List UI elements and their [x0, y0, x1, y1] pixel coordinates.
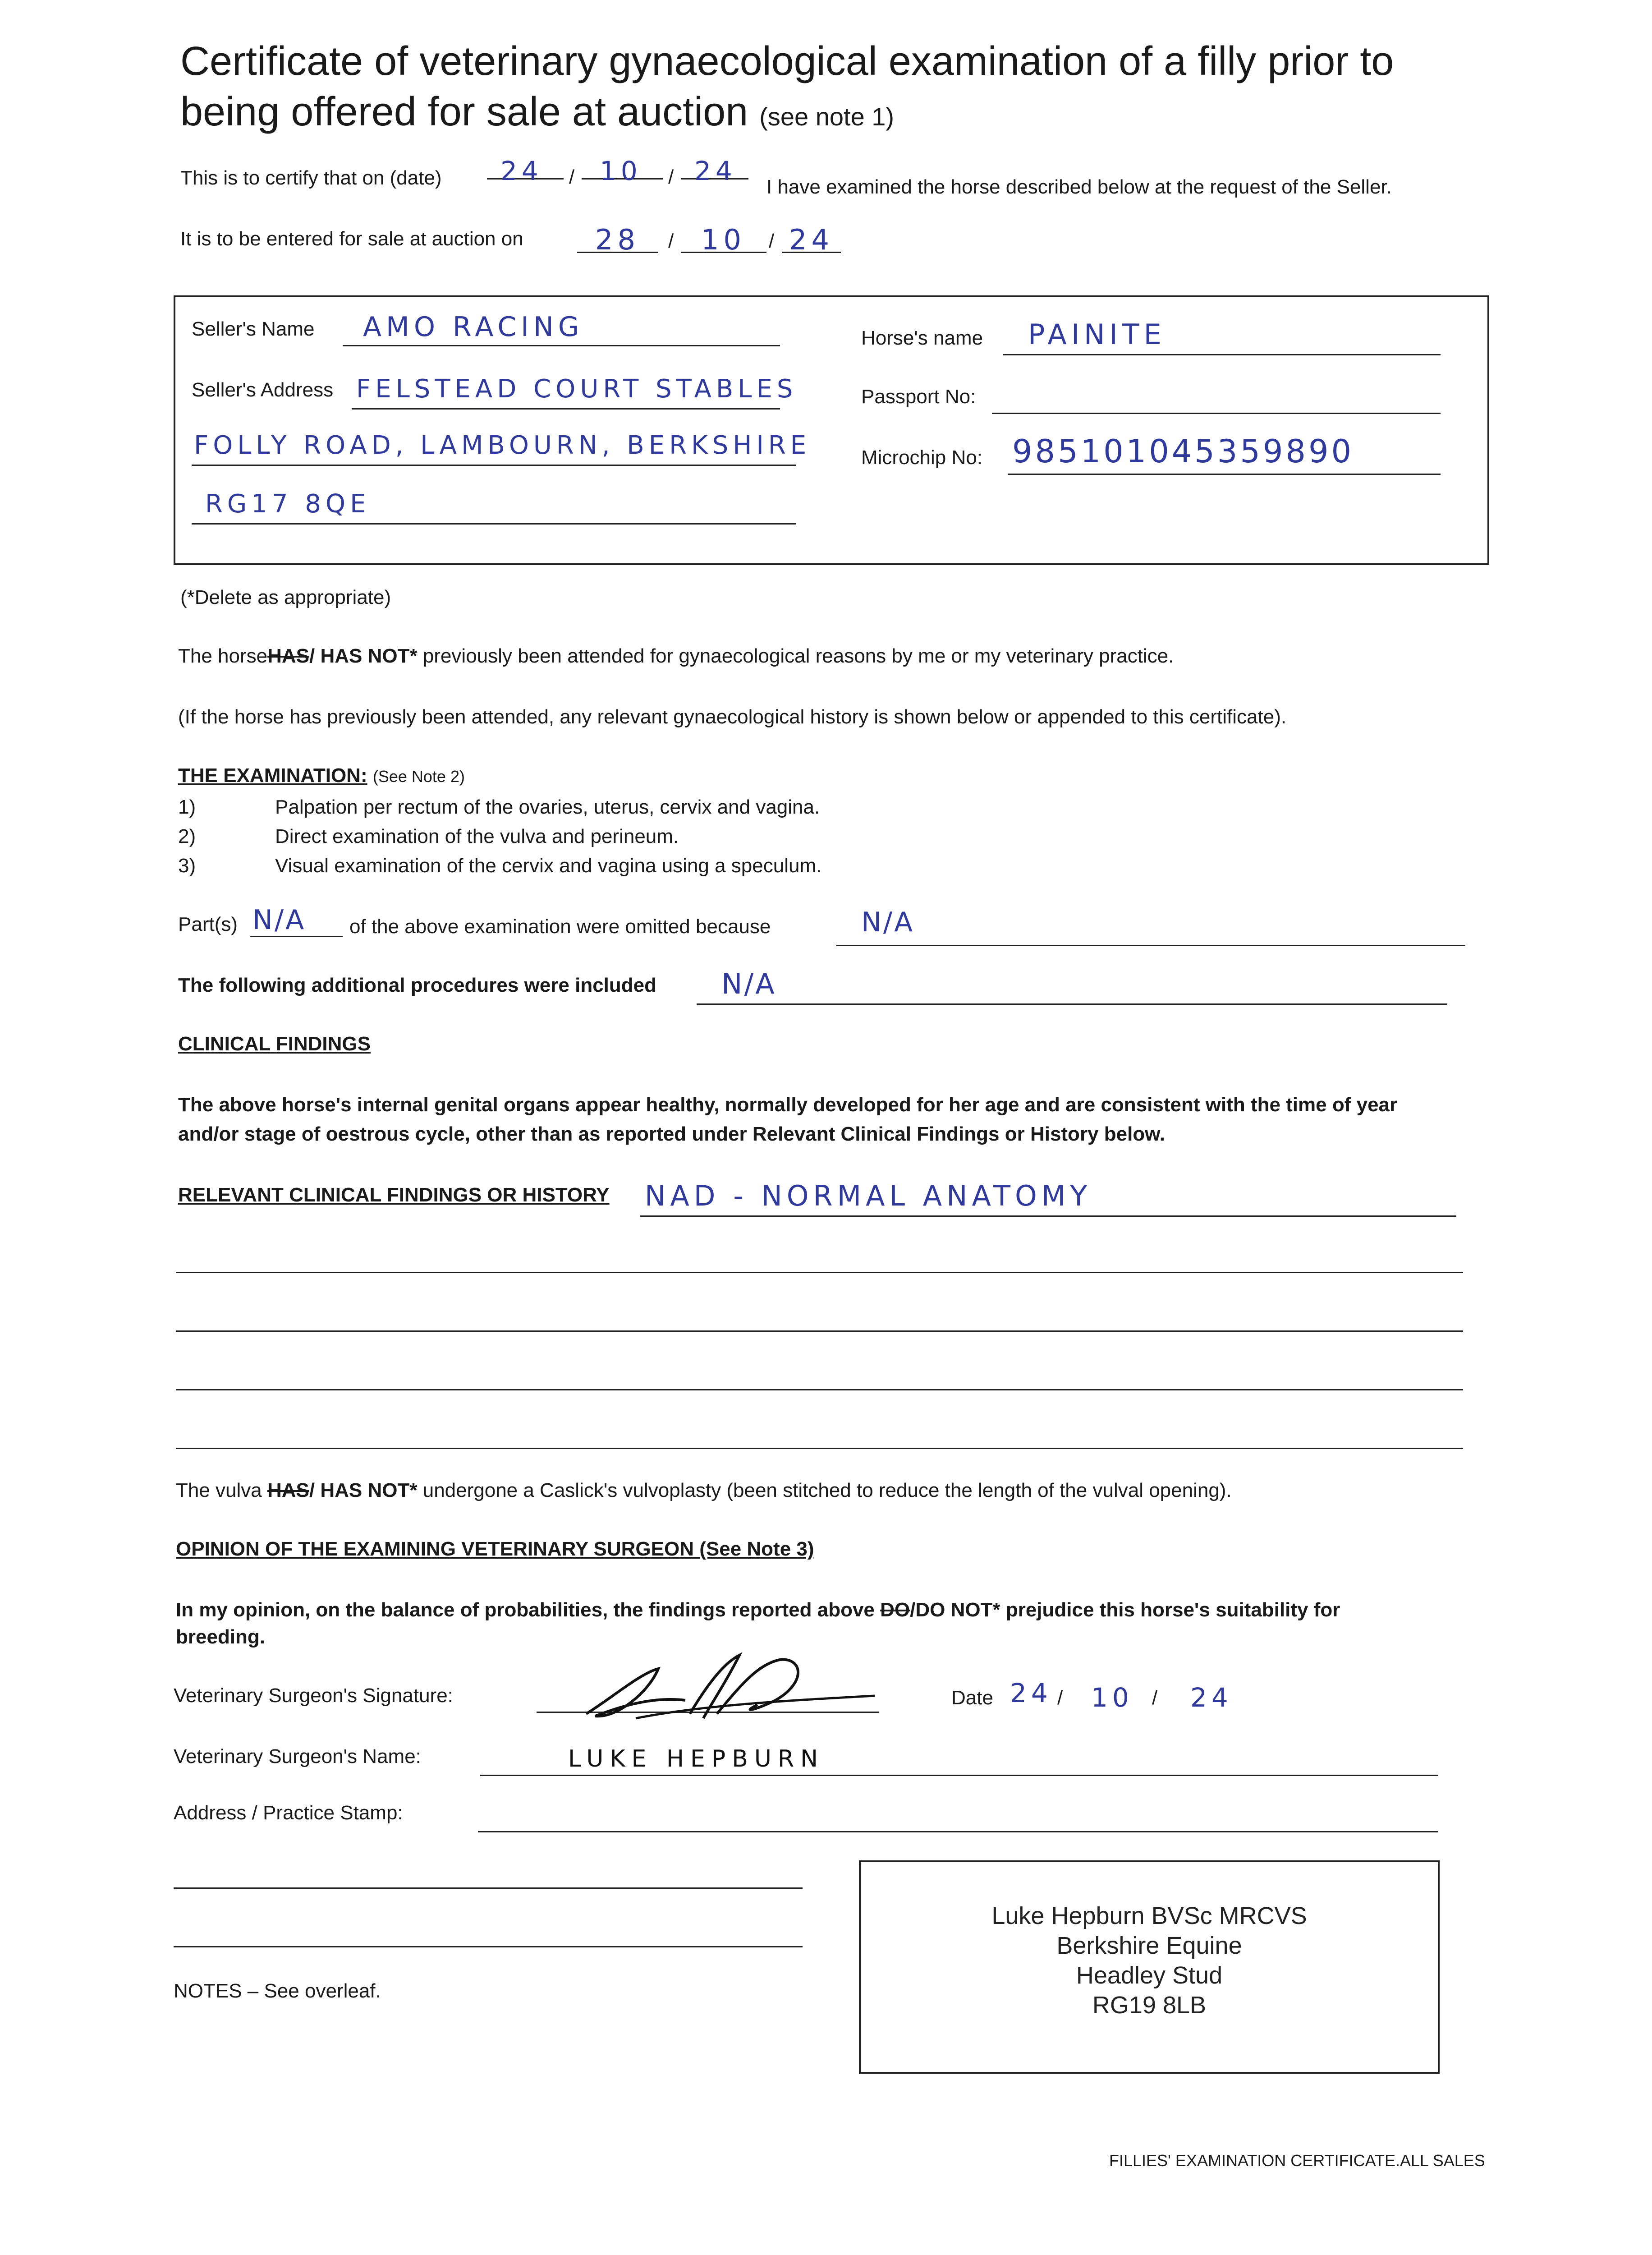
practice-address-line-3: [174, 1946, 803, 1947]
surgeon-name[interactable]: LUKE HEPBURN: [568, 1745, 825, 1772]
relevant-findings-line-3: [176, 1330, 1463, 1332]
certify-year[interactable]: 24: [694, 156, 737, 186]
surgeon-date-day[interactable]: 24: [1010, 1678, 1052, 1708]
horse-name-line: [1003, 354, 1441, 355]
additional-label: The following additional procedures were included: [178, 974, 657, 996]
practice-address-line-2: [174, 1887, 803, 1889]
relevant-findings-line-1: [640, 1215, 1456, 1217]
auction-month[interactable]: 10: [701, 223, 746, 256]
surgeon-name-label: Veterinary Surgeon's Name:: [174, 1745, 421, 1767]
seller-address-2[interactable]: FOLLY ROAD, LAMBOURN, BERKSHIRE: [194, 431, 811, 460]
page-title: [180, 36, 1394, 142]
passport-line: [992, 413, 1441, 414]
exam-item-1-num: 1): [178, 796, 196, 818]
opinion-heading: OPINION OF THE EXAMINING VETERINARY SURGEON (See Note 3): [176, 1538, 814, 1560]
relevant-findings-line-5: [176, 1448, 1463, 1449]
practice-address-line-1: [478, 1831, 1438, 1832]
vulva-has: HAS: [267, 1479, 309, 1501]
horse-name[interactable]: PAINITE: [1028, 318, 1166, 351]
relevant-findings-label: RELEVANT CLINICAL FINDINGS OR HISTORY: [178, 1184, 610, 1206]
opinion-suffix: prejudice this horse's suitability for: [1005, 1599, 1340, 1621]
opinion-prefix: In my opinion, on the balance of probabilities, the findings reported above: [176, 1599, 875, 1621]
opinion-line-1: [176, 1599, 1340, 1621]
stamp-line-2: Berkshire Equine: [1056, 1932, 1242, 1959]
exam-item-1-text: Palpation per rectum of the ovaries, uterus, cervix and vagina.: [275, 796, 820, 818]
seller-name-label: Seller's Name: [192, 318, 315, 340]
vulva-statement: [176, 1479, 1232, 1502]
signature-image: [568, 1646, 884, 1727]
examination-heading: [178, 764, 465, 787]
omitted-middle: of the above examination were omitted because: [349, 916, 771, 938]
notes-text: NOTES – See overleaf.: [174, 1980, 381, 2002]
auction-sep-2: /: [769, 230, 775, 252]
signature-label: Veterinary Surgeon's Signature:: [174, 1684, 453, 1707]
vulva-has-not: / HAS NOT*: [309, 1479, 418, 1501]
seller-address-3[interactable]: RG17 8QE: [205, 489, 371, 519]
examination-note: (See Note 2): [372, 767, 465, 786]
attended-suffix: previously been attended for gynaecological reasons by me or my veterinary practice.: [422, 645, 1174, 667]
opinion-line-2: breeding.: [176, 1626, 266, 1648]
passport-label: Passport No:: [861, 386, 976, 408]
additional-line: [697, 1003, 1447, 1005]
examination-item-1: [178, 796, 820, 819]
examination-item-2: [178, 825, 679, 848]
auction-prefix: It is to be entered for sale at auction on: [180, 228, 523, 250]
omitted-parts[interactable]: N/A: [252, 904, 306, 936]
title-line-2-text: being offered for sale at auction: [180, 89, 748, 134]
seller-name[interactable]: AMO RACING: [363, 311, 584, 343]
date-label: Date: [951, 1687, 993, 1709]
stamp-line-4: RG19 8LB: [1092, 1992, 1207, 2019]
certify-month[interactable]: 10: [600, 156, 642, 186]
seller-address-1[interactable]: FELSTEAD COURT STABLES: [356, 374, 798, 404]
vulva-prefix: The vulva: [176, 1479, 262, 1501]
relevant-findings-value[interactable]: NAD - NORMAL ANATOMY: [645, 1179, 1092, 1212]
exam-item-2-text: Direct examination of the vulva and perineum.: [275, 825, 679, 847]
exam-item-3-text: Visual examination of the cervix and vagina using a speculum.: [275, 855, 822, 877]
practice-address-label: Address / Practice Stamp:: [174, 1802, 403, 1824]
attended-prefix: The horse: [178, 645, 268, 667]
stamp-line-3: Headley Stud: [1076, 1962, 1223, 1989]
auction-sep-1: /: [668, 230, 674, 252]
certify-sep-2: /: [668, 166, 674, 188]
stamp-text: [859, 1901, 1440, 2020]
surgeon-date-year[interactable]: 24: [1190, 1682, 1233, 1713]
microchip-line: [1008, 474, 1441, 475]
vulva-suffix: undergone a Caslick's vulvoplasty (been stitched to reduce the length of the vulval opening).: [422, 1479, 1232, 1501]
surgeon-date-month[interactable]: 10: [1091, 1682, 1133, 1713]
certify-day[interactable]: 24: [500, 156, 543, 186]
surgeon-name-line: [480, 1775, 1438, 1776]
auction-year[interactable]: 24: [789, 223, 834, 256]
seller-name-line: [343, 345, 780, 346]
stamp-line-1: Luke Hepburn BVSc MRCVS: [991, 1902, 1307, 1929]
certify-sep-1: /: [569, 166, 575, 188]
relevant-findings-line-2: [176, 1272, 1463, 1273]
omitted-reason-line: [836, 945, 1465, 946]
examination-heading-text: THE EXAMINATION:: [178, 764, 367, 787]
microchip-value[interactable]: 985101045359890: [1012, 433, 1354, 470]
opinion-do-not: /DO NOT*: [910, 1599, 1000, 1621]
opinion-do: DO: [880, 1599, 910, 1621]
omitted-reason[interactable]: N/A: [861, 907, 915, 938]
title-note: (see note 1): [759, 102, 895, 131]
delete-note: (*Delete as appropriate): [180, 586, 391, 608]
surgeon-date-sep-2: /: [1152, 1687, 1158, 1709]
seller-address-label: Seller's Address: [192, 379, 334, 401]
clinical-statement-2: and/or stage of oestrous cycle, other than as reported under Relevant Clinical Findings or History below.: [178, 1123, 1166, 1145]
footer-text: FILLIES' EXAMINATION CERTIFICATE.ALL SALES: [1109, 2151, 1485, 2170]
examination-item-3: [178, 855, 821, 877]
auction-day[interactable]: 28: [595, 223, 640, 256]
relevant-findings-line-4: [176, 1389, 1463, 1390]
clinical-heading: CLINICAL FINDINGS: [178, 1033, 371, 1055]
seller-address-line-1: [352, 408, 780, 410]
certify-prefix: This is to certify that on (date): [180, 167, 442, 189]
attended-has: HAS: [267, 645, 310, 667]
surgeon-date-sep-1: /: [1057, 1687, 1063, 1709]
title-line-2: [180, 87, 1394, 142]
history-note: (If the horse has previously been attended, any relevant gynaecological history is shown below or appended to this certificate).: [178, 706, 1287, 728]
seller-address-line-3: [192, 523, 796, 525]
omitted-parts-line: [250, 936, 343, 937]
title-line-1: Certificate of veterinary gynaecological examination of a filly prior to: [180, 39, 1394, 84]
additional-value[interactable]: N/A: [721, 967, 776, 1000]
seller-address-line-2: [192, 465, 796, 466]
microchip-label: Microchip No:: [861, 446, 982, 469]
exam-item-3-num: 3): [178, 855, 196, 877]
omitted-prefix: Part(s): [178, 913, 238, 935]
clinical-statement-1: The above horse's internal genital organs appear healthy, normally developed for her age and are consistent with the time of year: [178, 1094, 1398, 1116]
attended-has-not: / HAS NOT*: [309, 645, 418, 667]
exam-item-2-num: 2): [178, 825, 196, 847]
horse-name-label: Horse's name: [861, 327, 983, 349]
attended-statement: [178, 645, 1174, 667]
certify-suffix: I have examined the horse described below at the request of the Seller.: [766, 176, 1392, 198]
